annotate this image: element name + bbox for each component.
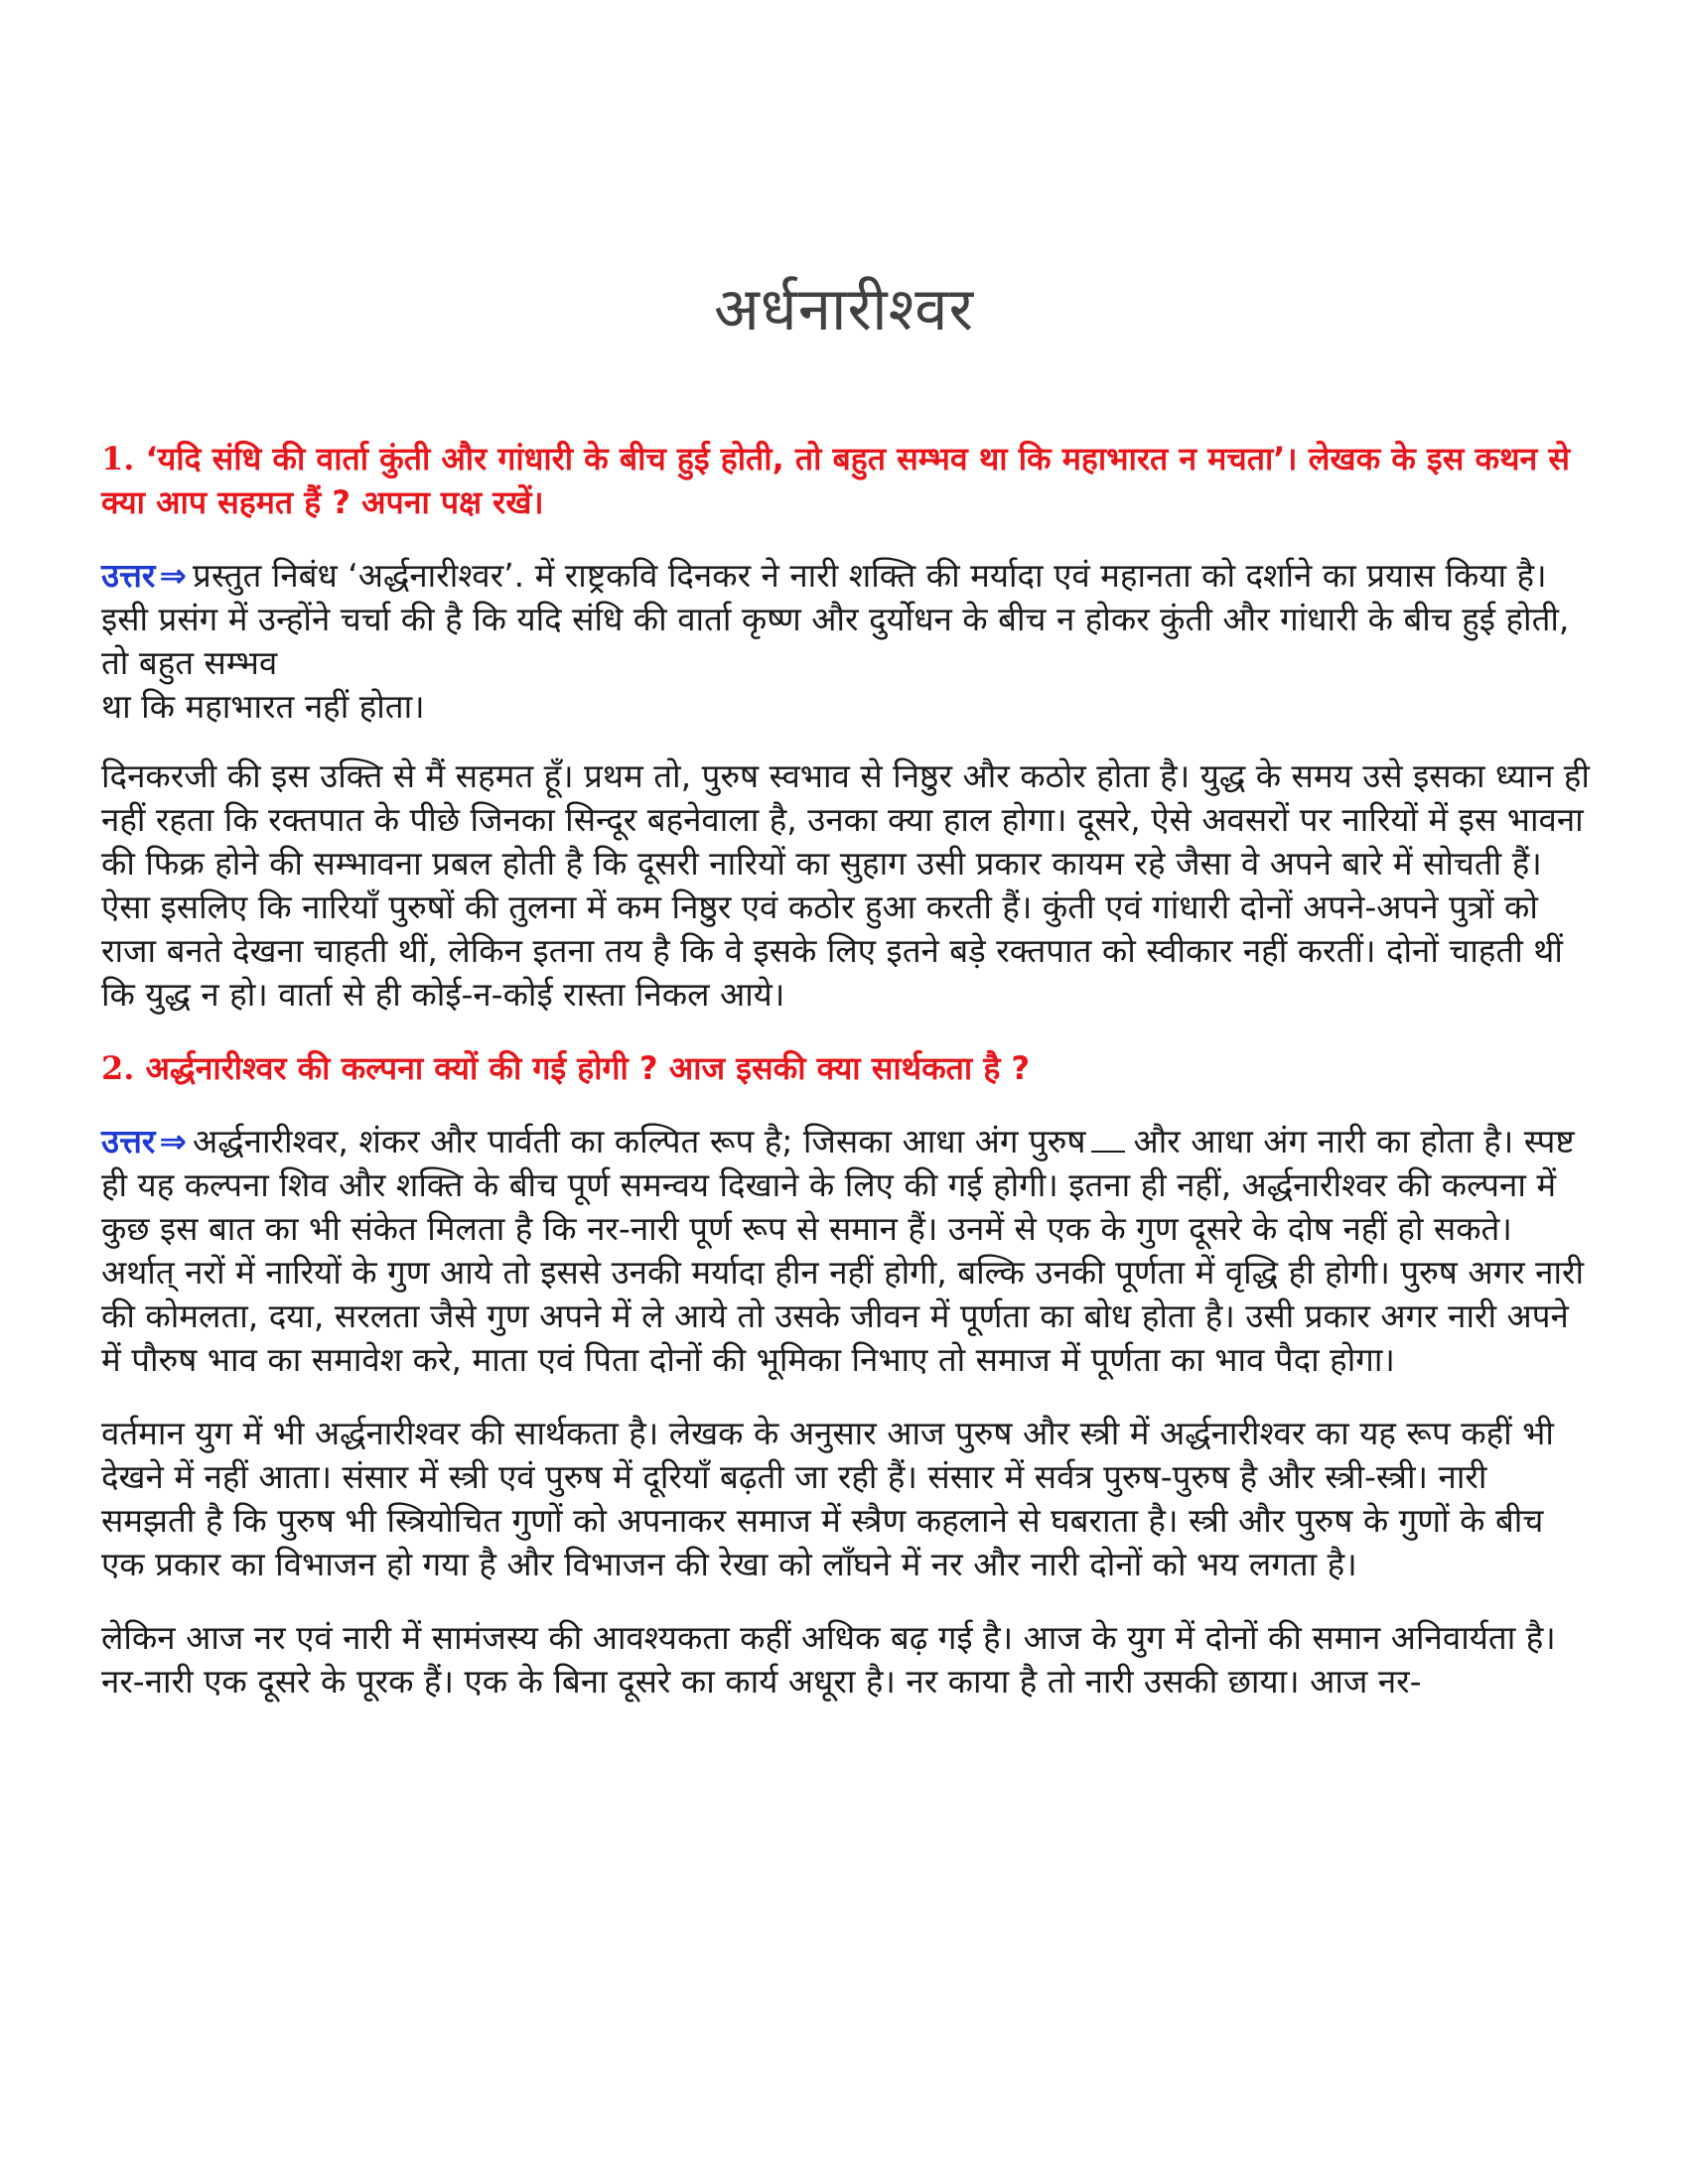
arrow-icon: ⇒ xyxy=(159,556,188,595)
answer-1-paragraph-2: दिनकरजी की इस उक्ति से मैं सहमत हूँ। प्रथम तो, पुरुष स्वभाव से निष्ठुर और कठोर होता है। युद्ध के समय उसे इसका ध्यान ही नहीं रहता कि रक्तपात के पीछे जिनका सिन्दूर बहनेवाला है, उनका क्या हाल होगा। दूसरे, ऐसे अवसरों पर नारियों में इस भावना की फिक्र होने की सम्भावना प्रबल होती है कि दूसरी नारियों का सुहाग उसी प्रकार कायम रहे जैसा वे अपने बारे में सोचती हैं। ऐसा इसलिए कि नारियाँ पुरुषों की तुलना में कम निष्ठुर एवं कठोर हुआ करती हैं। कुंती एवं गांधारी दोनों अपने-अपने पुत्रों को राजा बनते देखना चाहती थीं, लेकिन इतना तय है कि वे इसके लिए इतने बड़े रक्तपात को स्वीकार नहीं करतीं। दोनों चाहती थीं कि युद्ध न हो। वार्ता से ही कोई-न-कोई रास्ता निकल आये। xyxy=(101,756,1590,1014)
blank-underline xyxy=(1091,1125,1125,1153)
question-1 xyxy=(101,437,1591,524)
question-text: ‘यदि संधि की वार्ता कुंती और गांधारी के बीच हुई होती, तो बहुत सम्भव था कि महाभारत न मचता’। लेखक के इस कथन से क्या आप सहमत हैं ? अपना पक्ष रखें। xyxy=(101,440,1571,521)
arrow-icon: ⇒ xyxy=(159,1122,188,1160)
answer-2-paragraph-1 xyxy=(101,1120,1591,1382)
question-2 xyxy=(101,1046,1591,1090)
answer-label: उत्तर xyxy=(101,556,156,595)
answer-text-continued: और आधा अंग नारी का होता है। स्पष्ट ही यह कल्पना शिव और शक्ति के बीच पूर्ण समन्वय दिखाने के लिए की गई होगी। इतना ही नहीं, अर्द्धनारीश्वर की कल्पना में कुछ इस बात का भी संकेत मिलता है कि नर-नारी पूर्ण रूप से समान हैं। उनमें से एक के गुण दूसरे के दोष नहीं हो सकते। अर्थात् नरों में नारियों के गुण आये तो इससे उनकी मर्यादा हीन नहीं होगी, बल्कि उनकी पूर्णता में वृद्धि ही होगी। पुरुष अगर नारी की कोमलता, दया, सरलता जैसे गुण अपने में ले आये तो उसके जीवन में पूर्णता का बोध होता है। उसी प्रकार अगर नारी अपने में पौरुष भाव का समावेश करे, माता एवं पिता दोनों की भूमिका निभाए तो समाज में पूर्णता का भाव पैदा होगा। xyxy=(101,1122,1585,1379)
answer-2-paragraph-2: वर्तमान युग में भी अर्द्धनारीश्वर की सार्थकता है। लेखक के अनुसार आज पुरुष और स्त्री में अर्द्धनारीश्वर का यह रूप कहीं भी देखने में नहीं आता। संसार में स्त्री एवं पुरुष में दूरियाँ बढ़ती जा रही हैं। संसार में सर्वत्र पुरुष-पुरुष है और स्त्री-स्त्री। नारी समझती है कि पुरुष भी स्त्रियोचित गुणों को अपनाकर समाज में स्त्रैण कहलाने से घबराता है। स्त्री और पुरुष के गुणों के बीच एक प्रकार का विभाजन हो गया है और विभाजन की रेखा को लाँघने में नर और नारी दोनों को भय लगता है। xyxy=(101,1414,1554,1583)
page-title: अर्धनारीश्वर xyxy=(713,275,975,344)
answer-text: अर्द्धनारीश्वर, शंकर और पार्वती का कल्पित रूप है; जिसका आधा अंग पुरुष xyxy=(193,1122,1086,1160)
question-text: अर्द्धनारीश्वर की कल्पना क्यों की गई होगी ? आज इसकी क्या सार्थकता है ? xyxy=(145,1049,1031,1087)
document-content xyxy=(101,437,1591,1733)
answer-text: प्रस्तुत निबंध ‘अर्द्धनारीश्वर’. में राष्ट्रकवि दिनकर ने नारी शक्ति की मर्यादा एवं महानता को दर्शाने का प्रयास किया है। इसी प्रसंग में उन्होंने चर्चा की है कि यदि संधि की वार्ता कृष्ण और दुर्योधन के बीच न होकर कुंती और गांधारी के बीच हुई होती, तो बहुत सम्भव xyxy=(101,556,1570,682)
answer-2-paragraph-3: लेकिन आज नर एवं नारी में सामंजस्य की आवश्यकता कहीं अधिक बढ़ गई है। आज के युग में दोनों की समान अनिवार्यता है। नर-नारी एक दूसरे के पूरक हैं। एक के बिना दूसरे का कार्य अधूरा है। नर काया है तो नारी उसकी छाया। आज नर- xyxy=(101,1618,1556,1701)
question-number: 1. xyxy=(101,440,135,478)
answer-1-paragraph-1 xyxy=(101,554,1591,729)
answer-text-continued: था कि महाभारत नहीं होता। xyxy=(101,687,425,726)
answer-label: उत्तर xyxy=(101,1122,156,1160)
question-number: 2. xyxy=(101,1049,135,1087)
